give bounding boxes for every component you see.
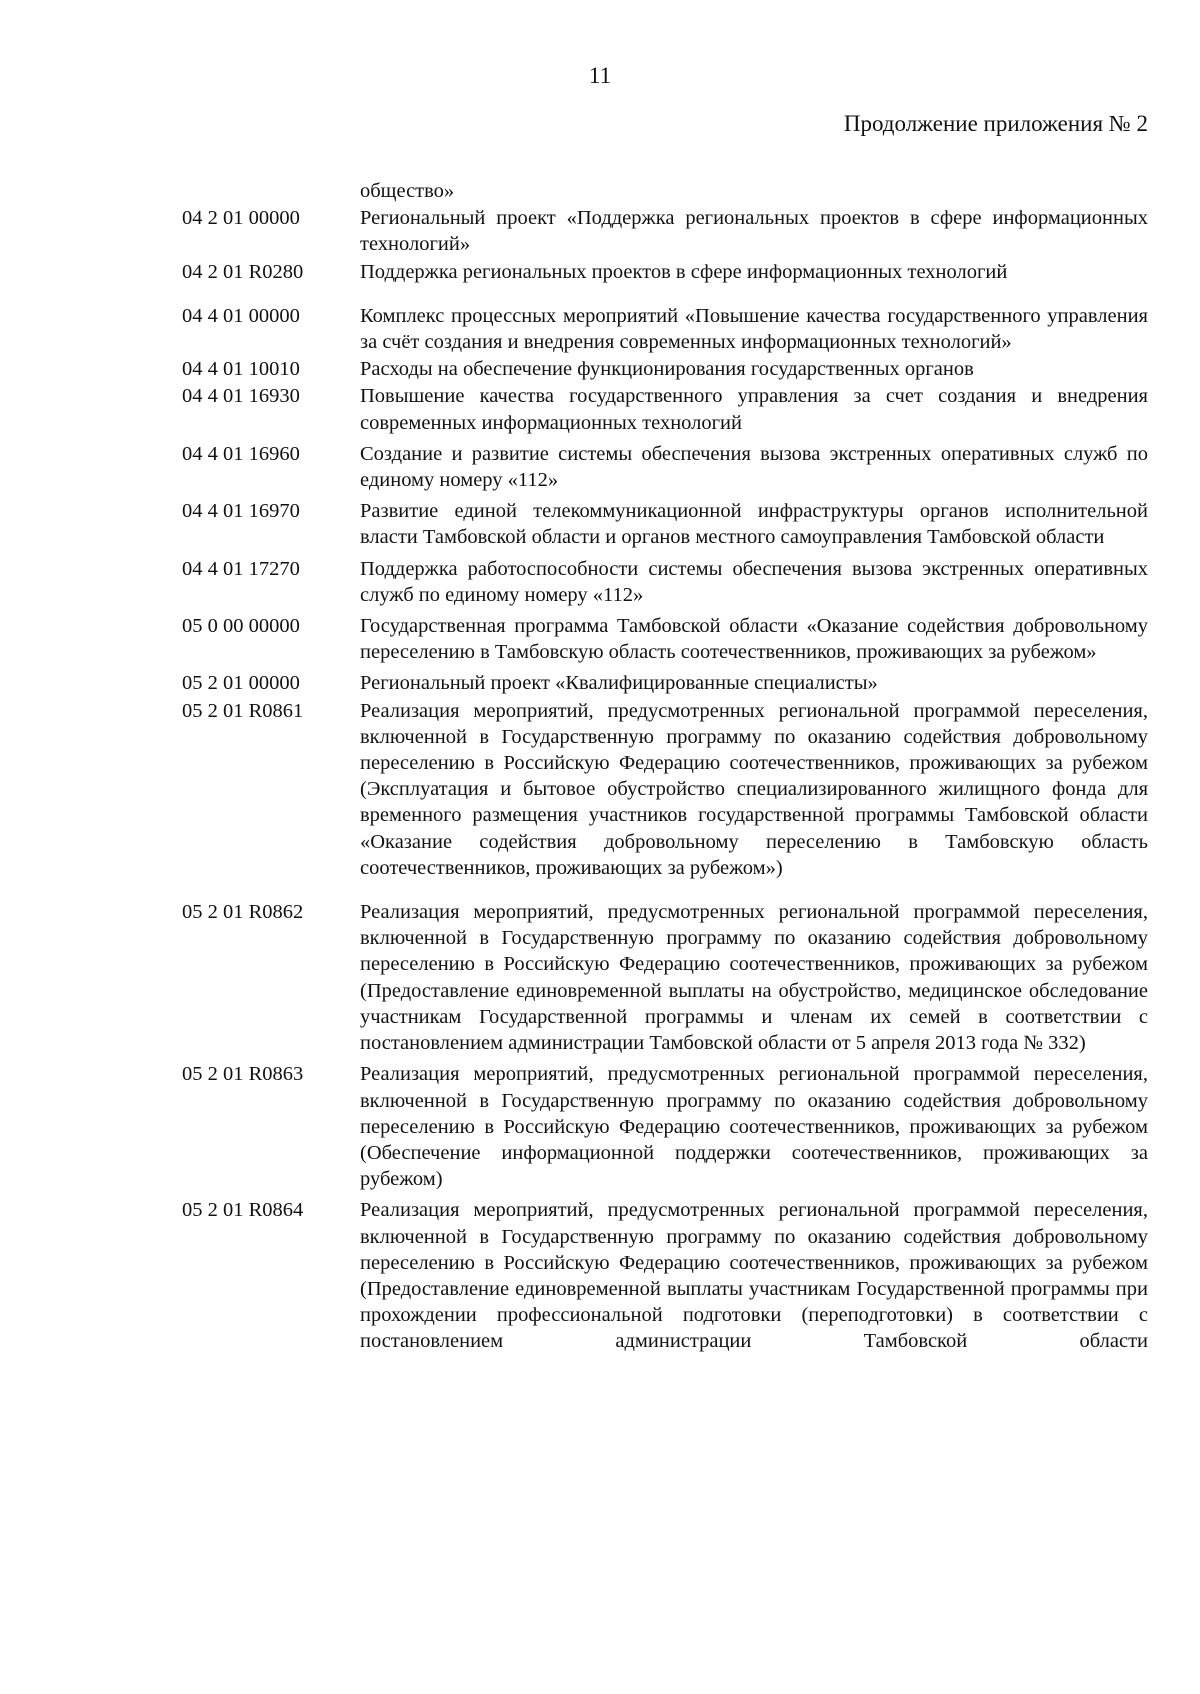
entry-code: 05 2 01 R0863 [182,1063,304,1086]
entry-description: Повышение качества государственного управления за счет создания и внедрения современных информационных технологий [360,385,1148,434]
entry-code: 05 2 01 R0861 [182,699,304,722]
entry-code: 05 2 01 00000 [182,672,300,695]
classification-list [182,178,1148,1356]
list-item [182,356,1148,382]
list-item [182,383,1148,435]
list-item [182,205,1148,257]
entry-description: Региональный проект «Поддержка региональных проектов в сфере информационных технологий» [360,207,1148,256]
entry-code: 04 4 01 16970 [182,500,300,523]
entry-description: Поддержка региональных проектов в сфере информационных технологий [360,260,1008,283]
entry-description: Поддержка работоспособности системы обеспечения вызова экстренных оперативных служб по единому номеру «112» [360,557,1148,606]
entry-code: 04 2 01 R0280 [182,260,304,283]
list-item [182,556,1148,608]
entry-code: 04 2 01 00000 [182,207,300,230]
entry-description: Реализация мероприятий, предусмотренных региональной программой переселения, включенной в Государственную программу по оказанию содействия добровольному переселению в Российскую Федерацию соотечественников, проживающих за рубежом (Предоставление единовременной выплаты на обустройство, медицинское обследование участникам Государственной программы и членам их семей в соответствии с постановлением администрации Тамбовской области от 5 апреля 2013 года № 332) [360,901,1148,1055]
entry-code: 04 4 01 10010 [182,358,300,381]
list-item [182,1061,1148,1192]
continuation-header: Продолжение приложения № 2 [843,111,1148,136]
entry-code: 05 2 01 R0862 [182,901,304,924]
list-item [182,259,1148,285]
entry-code: 05 0 00 00000 [182,615,300,638]
list-item [182,498,1148,550]
entry-description: Комплекс процессных мероприятий «Повышение качества государственного управления за счёт создания и внедрения современных информационных технологий» [360,304,1148,354]
list-item [182,899,1148,1056]
list-item [182,613,1148,665]
list-item [182,670,1148,696]
entry-code: 04 4 01 00000 [182,304,300,327]
list-item [182,698,1148,881]
entry-description: Создание и развитие системы обеспечения вызова экстренных оперативных служб по единому номеру «112» [360,442,1148,492]
entry-description: Государственная программа Тамбовской области «Оказание содействия добровольному переселению в Тамбовскую область соотечественников, проживающих за рубежом» [360,615,1148,664]
entry-code: 04 4 01 16960 [182,442,300,465]
entry-description: Реализация мероприятий, предусмотренных региональной программой переселения, включенной в Государственную программу по оказанию содействия добровольному переселению в Российскую Федерацию соотечественников, проживающих за рубежом (Предоставление единовременной выплаты участникам Государственной программы при прохождении профессиональной подготовки (переподготовки) в соответствии с постановлением администрации Тамбовской области [360,1199,1148,1353]
entry-description: Реализация мероприятий, предусмотренных региональной программой переселения, включенной в Государственную программу по оказанию содействия добровольному переселению в Российскую Федерацию соотечественников, проживающих за рубежом (Обеспечение информационной поддержки соотечественников, проживающих за рубежом) [360,1063,1148,1191]
entry-code: 05 2 01 R0864 [182,1199,304,1222]
entry-description: Региональный проект «Квалифицированные специалисты» [360,672,878,695]
entry-description: общество» [360,180,455,202]
list-item [182,178,1148,204]
entry-code: 04 4 01 17270 [182,557,300,580]
entry-description: Расходы на обеспечение функционирования государственных органов [360,358,974,381]
list-item [182,303,1148,355]
entry-description: Развитие единой телекоммуникационной инфраструктуры органов исполнительной власти Тамбовской области и органов местного самоуправления Тамбовской области [360,500,1148,549]
list-item [182,441,1148,493]
entry-code: 04 4 01 16930 [182,385,300,408]
list-item [182,1197,1148,1354]
entry-description: Реализация мероприятий, предусмотренных региональной программой переселения, включенной в Государственную программу по оказанию содействия добровольному переселению в Российскую Федерацию соотечественников, проживающих за рубежом (Эксплуатация и бытовое обустройство специализированного жилищного фонда для временного размещения участников государственной программы Тамбовской области «Оказание содействия добровольному переселению в Тамбовскую область соотечественников, проживающих за рубежом») [360,699,1148,879]
page-number: 11 [588,63,612,88]
